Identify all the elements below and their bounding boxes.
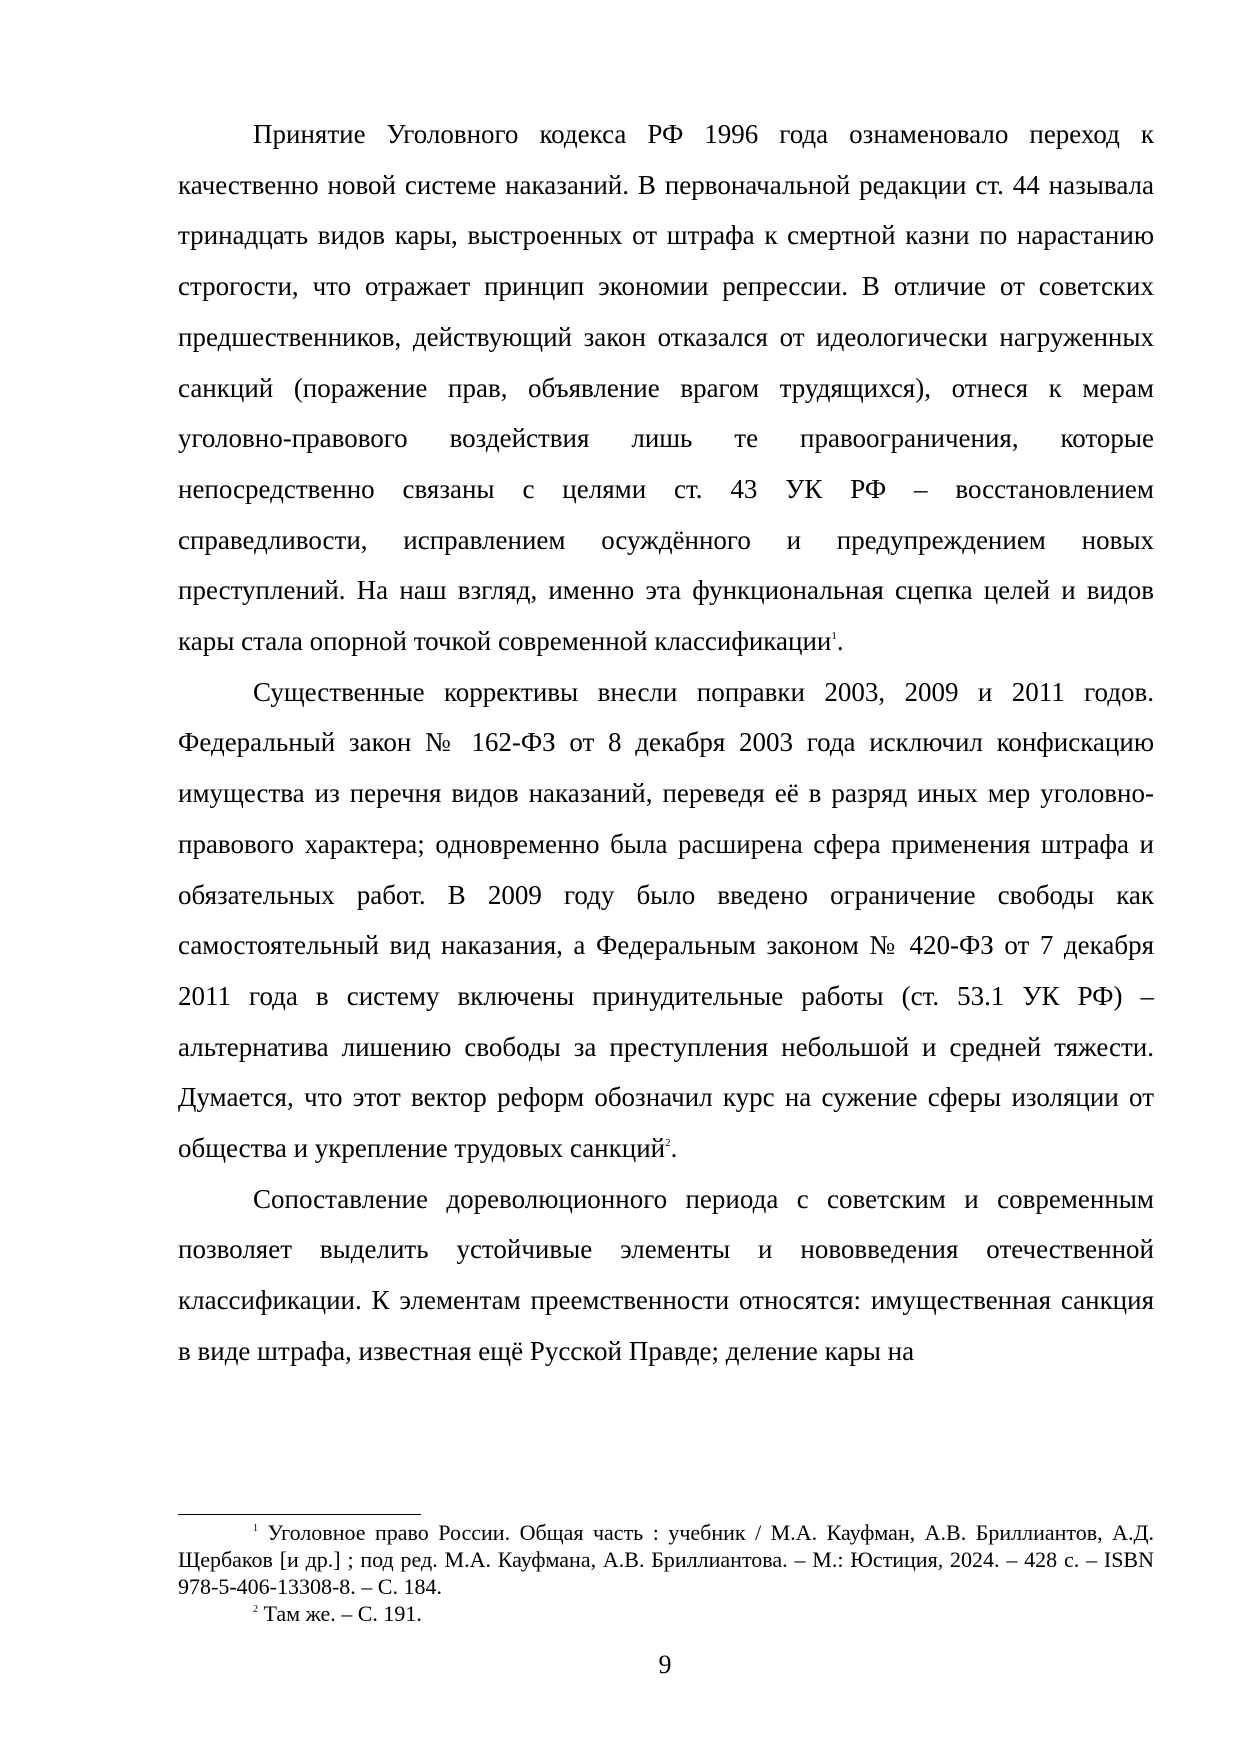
paragraph-1 (178, 109, 1154, 667)
footnotes (178, 1519, 1154, 1627)
paragraph-end: . (836, 626, 844, 657)
paragraph-text: Принятие Уголовного кодекса РФ 1996 года ознаменовало переход к качественно новой системе наказаний. В первоначальной редакции ст. 44 называла тринадцать видов кары, выстроенных от штрафа к смертной казни по нарастанию строгости, что отражает принцип экономии репрессии. В отличие от советских предшественников, действующий закон отказался от идеологически нагруженных санкций (поражение прав, объявление врагом трудящихся), отнеся к мерам уголовно-правового воздействия лишь те правоограничения, которые непосредственно связаны с целями ст. 43 УК РФ – восстановлением справедливости, исправлением осуждённого и предупреждением новых преступлений. На наш взгляд, именно эта функциональная сцепка целей и видов кары стала опорной точкой современной классификации (178, 119, 1154, 657)
footnote-ref-1[interactable]: 1 (831, 630, 837, 643)
paragraph-2 (178, 667, 1154, 1174)
footnote-1 (178, 1519, 1154, 1600)
footnote-ref-2[interactable]: 2 (665, 1137, 671, 1150)
paragraph-end: . (670, 1133, 678, 1164)
footnote-2 (178, 1600, 1154, 1627)
paragraph-text: Сопоставление дореволюционного периода с советским и современным позволяет выделить устойчивые элементы и нововведения отечественной классификации. К элементам преемственности относятся: имущественная санкция в виде штрафа, известная ещё Русской Правде; деление кары на (178, 1183, 1154, 1366)
footnote-number: 1 (253, 1523, 258, 1534)
page-number: 9 (658, 1650, 672, 1679)
footnote-separator (178, 1514, 421, 1515)
footnote-text: Уголовное право России. Общая часть : учебник / М.А. Кауфман, А.В. Бриллиантов, А.Д. Щербаков [и др.] ; под ред. М.А. Кауфмана, А.В. Бриллиантова. – М.: Юстиция, 2024. – 428 с. – ISBN 978-5-406-13308-8. – С. 184. (178, 1520, 1154, 1599)
paragraph-3 (178, 1174, 1154, 1377)
footnote-number: 2 (253, 1604, 258, 1615)
paragraph-text: Существенные коррективы внесли поправки 2003, 2009 и 2011 годов. Федеральный закон № 162-ФЗ от 8 декабря 2003 года исключил конфискацию имущества из перечня видов наказаний, переведя её в разряд иных мер уголовно-правового характера; одновременно была расширена сфера применения штрафа и обязательных работ. В 2009 году было введено ограничение свободы как самостоятельный вид наказания, а Федеральным законом № 420-ФЗ от 7 декабря 2011 года в систему включены принудительные работы (ст. 53.1 УК РФ) – альтернатива лишению свободы за преступления небольшой и средней тяжести. Думается, что этот вектор реформ обозначил курс на сужение сферы изоляции от общества и укрепление трудовых санкций (178, 676, 1154, 1164)
footnote-text: Там же. – С. 191. (258, 1601, 422, 1626)
main-text (178, 109, 1154, 1377)
